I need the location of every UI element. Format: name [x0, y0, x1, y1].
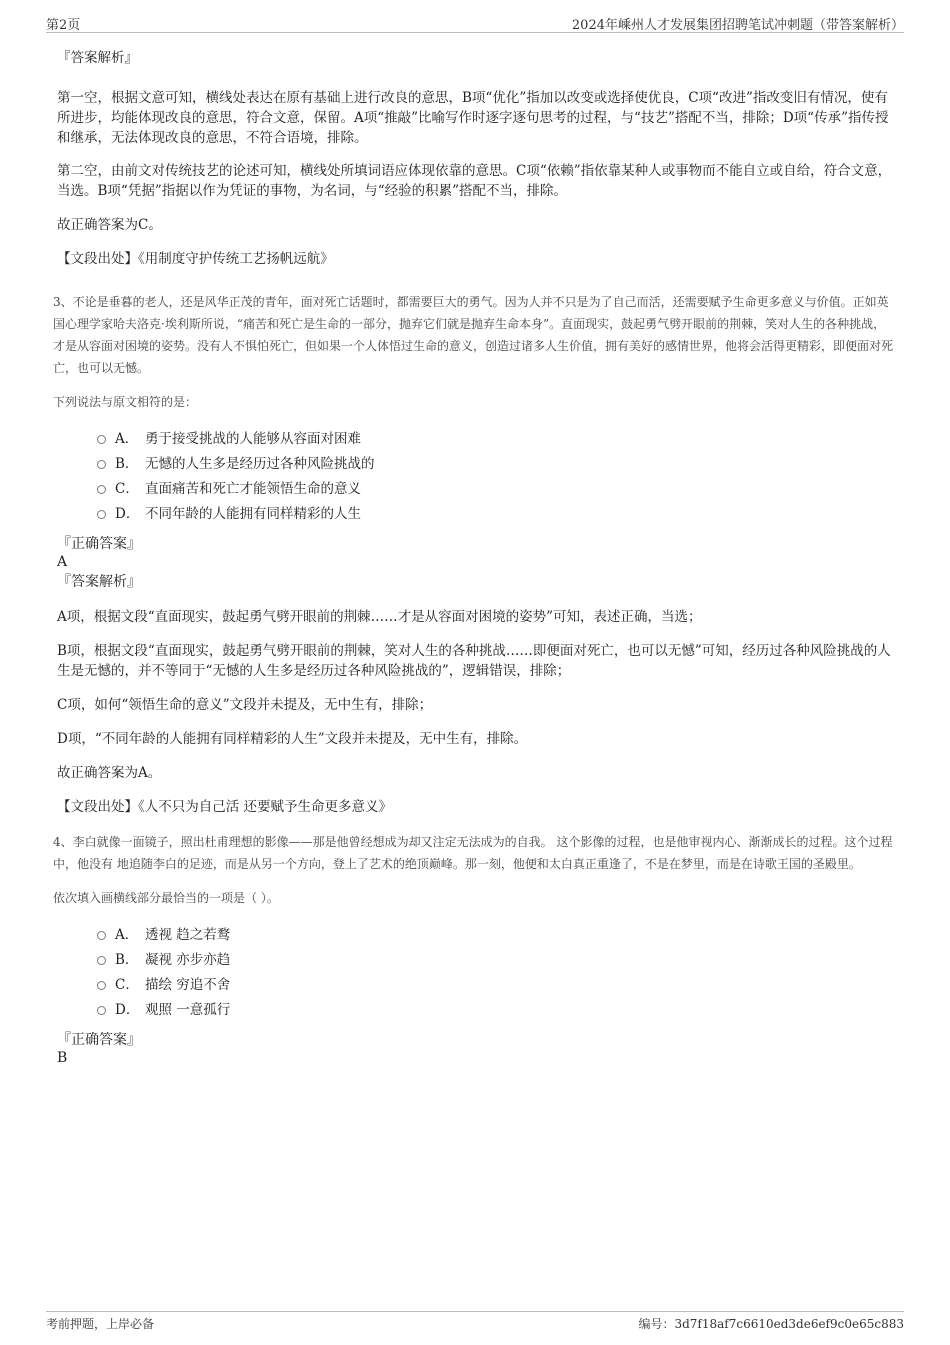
q3-options: [97, 427, 897, 527]
q3-question: 下列说法与原文相符的是：: [53, 395, 198, 409]
q3-analysis-d: D项，“不同年龄的人能拥有同样精彩的人生”文段并未提及，无中生有，排除。: [57, 731, 528, 747]
q4-option-b[interactable]: B． 凝视 亦步亦趋: [97, 948, 897, 973]
radio-button[interactable]: [97, 931, 106, 940]
document-title: 2024年嵊州人才发展集团招聘笔试冲刺题（带答案解析）: [571, 18, 904, 33]
radio-button[interactable]: [97, 956, 106, 965]
q3-answer-label: 『正确答案』: [57, 536, 141, 552]
page-header: [46, 12, 904, 33]
radio-button[interactable]: [97, 435, 106, 444]
q2-source: 【文段出处】《用制度守护传统工艺扬帆远航》: [57, 251, 334, 267]
radio-button[interactable]: [97, 485, 106, 494]
q4-answer: B: [57, 1050, 68, 1066]
q4-stem: 4、李白就像一面镜子，照出杜甫理想的影像——那是他曾经想成为却又注定无法成为的自我。 这个影像的过程，也是他审视内心、渐渐成长的过程。这个过程中，他没有 地追随李白的足迹，而是从另一个方向，登上了艺术的绝顶巅峰。那一刻，他便和太白真正重逢了，不是在梦里，而是在诗歌王国的圣殿里。: [53, 835, 893, 871]
q4-option-c[interactable]: C． 描绘 穷追不舍: [97, 973, 897, 998]
radio-button[interactable]: [97, 1006, 106, 1015]
q3-stem: 3、不论是垂暮的老人，还是风华正茂的青年，面对死亡话题时，都需要巨大的勇气。因为人并不只是为了自己而活，还需要赋予生命更多意义与价值。正如英国心理学家哈夫洛克·埃利斯所说，“痛苦和死亡是生命的一部分，抛弃它们就是抛弃生命本身”。直面现实，鼓起勇气劈开眼前的荆棘，笑对人生的各种挑战，才是从容面对困境的姿势。没有人不惧怕死亡，但如果一个人体悟过生命的意义，创造过诸多人生价值，拥有美好的感情世界，他将会活得更精彩，即便面对死亡，也可以无憾。: [53, 295, 894, 375]
footer-code-label: 编号：: [638, 1317, 675, 1331]
question-3: [53, 291, 897, 817]
radio-button[interactable]: [97, 460, 106, 469]
q3-analysis-b: B项，根据文段“直面现实，鼓起勇气劈开眼前的荆棘，笑对人生的各种挑战……即便面对死亡，也可以无憾”可知，经历过各种风险挑战的人生是无憾的，并不等同于“无憾的人生多是经历过各种风险挑战的”，逻辑错误，排除；: [57, 643, 891, 679]
footer-code-value: 3d7f18af7c6610ed3de6ef9c0e65c883: [674, 1317, 904, 1331]
q3-option-d[interactable]: D． 不同年龄的人能拥有同样精彩的人生: [97, 502, 897, 527]
q3-answer: A: [57, 554, 68, 570]
page-content: [53, 46, 897, 1067]
q3-option-c[interactable]: C． 直面痛苦和死亡才能领悟生命的意义: [97, 477, 897, 502]
q2-analysis-label: 『答案解析』: [57, 50, 138, 66]
q3-source: 【文段出处】《人不只为自己活 还要赋予生命更多意义》: [57, 799, 393, 815]
page-footer: [46, 1311, 904, 1332]
q4-option-d[interactable]: D． 观照 一意孤行: [97, 998, 897, 1023]
q2-analysis: [57, 48, 897, 269]
footer-slogan: 考前押题，上岸必备: [46, 1317, 155, 1331]
q2-analysis-para1: 第一空，根据文意可知，横线处表达在原有基础上进行改良的意思，B项“优化”指加以改变或选择使优良，C项“改进”指改变旧有情况，使有所进步，均能体现改良的意思，符合文意，保留。A项“推敲”比喻写作时逐字逐句思考的过程，与“技艺”搭配不当，排除；D项“传承”指传授和继承，无法体现改良的意思，不符合语境，排除。: [57, 90, 889, 146]
footer-code: [638, 1315, 904, 1332]
page-number: 第2页: [46, 18, 81, 33]
q3-analysis-c: C项，如何“领悟生命的意义”文段并未提及，无中生有，排除；: [57, 697, 433, 713]
q4-option-a[interactable]: A． 透视 趋之若鹜: [97, 923, 897, 948]
q3-option-b[interactable]: B． 无憾的人生多是经历过各种风险挑战的: [97, 452, 897, 477]
q2-analysis-para2: 第二空，由前文对传统技艺的论述可知，横线处所填词语应体现依靠的意思。C项“依赖”指依靠某种人或事物而不能自立或自给，符合文意，当选。B项“凭据”指据以作为凭证的事物，为名词，与“经验的积累”搭配不当，排除。: [57, 163, 892, 199]
q3-conclusion: 故正确答案为A。: [57, 765, 162, 781]
question-4: [53, 831, 897, 1067]
q4-answer-label: 『正确答案』: [57, 1032, 141, 1048]
q4-question: 依次填入画横线部分最恰当的一项是（ ）。: [53, 891, 279, 905]
radio-button[interactable]: [97, 981, 106, 990]
q3-analysis-label: 『答案解析』: [57, 574, 141, 590]
radio-button[interactable]: [97, 510, 106, 519]
q3-option-a[interactable]: A． 勇于接受挑战的人能够从容面对困难: [97, 427, 897, 452]
q4-options: [97, 923, 897, 1023]
q2-conclusion: 故正确答案为C。: [57, 217, 162, 233]
q3-analysis-a: A项，根据文段“直面现实，鼓起勇气劈开眼前的荆棘……才是从容面对困境的姿势”可知，表述正确，当选；: [57, 609, 702, 625]
